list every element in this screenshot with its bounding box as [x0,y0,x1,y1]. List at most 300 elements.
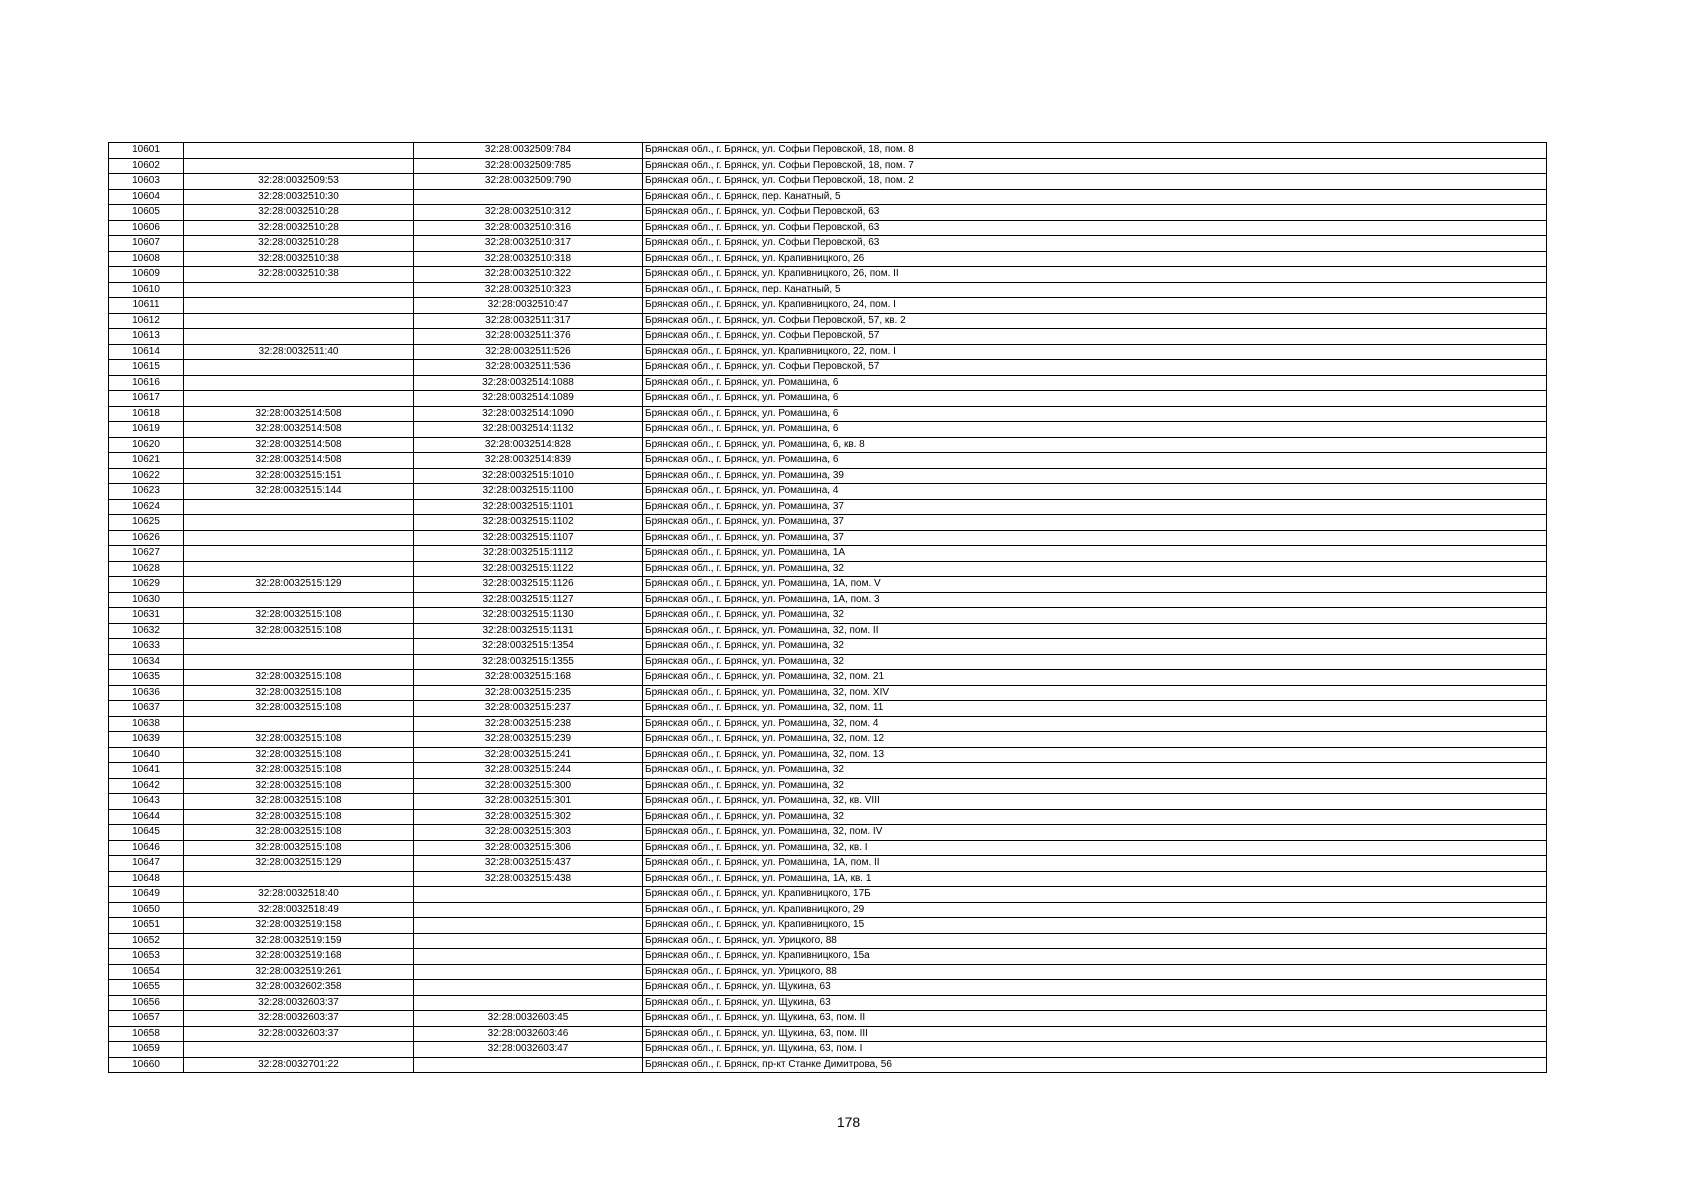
row-number-cell: 10617 [109,391,184,407]
object-cadastral-number-cell: 32:28:0032515:1127 [414,592,643,608]
address-cell: Брянская обл., г. Брянск, ул. Ромашина, 1А [643,546,1547,562]
address-cell: Брянская обл., г. Брянск, ул. Щукина, 63, пом. II [643,1011,1547,1027]
land-cadastral-number-cell [184,499,414,515]
object-cadastral-number-cell: 32:28:0032514:839 [414,453,643,469]
address-cell: Брянская обл., г. Брянск, ул. Ромашина, 4 [643,484,1547,500]
table-row [109,639,1547,655]
row-number-cell: 10610 [109,282,184,298]
land-cadastral-number-cell [184,871,414,887]
row-number-cell: 10620 [109,437,184,453]
address-cell: Брянская обл., г. Брянск, ул. Крапивницкого, 26 [643,251,1547,267]
land-cadastral-number-cell: 32:28:0032519:168 [184,949,414,965]
row-number-cell: 10622 [109,468,184,484]
object-cadastral-number-cell: 32:28:0032515:1131 [414,623,643,639]
table-row [109,809,1547,825]
table-row [109,205,1547,221]
table-row [109,143,1547,159]
land-cadastral-number-cell [184,654,414,670]
object-cadastral-number-cell: 32:28:0032515:303 [414,825,643,841]
table-row [109,344,1547,360]
table-row [109,1057,1547,1073]
object-cadastral-number-cell [414,949,643,965]
table-row [109,406,1547,422]
address-cell: Брянская обл., г. Брянск, ул. Ромашина, 39 [643,468,1547,484]
land-cadastral-number-cell [184,313,414,329]
table-row [109,189,1547,205]
table-row [109,174,1547,190]
address-cell: Брянская обл., г. Брянск, ул. Ромашина, 32, кв. VIII [643,794,1547,810]
row-number-cell: 10648 [109,871,184,887]
registry-table-body [109,143,1547,1073]
row-number-cell: 10647 [109,856,184,872]
address-cell: Брянская обл., г. Брянск, ул. Ромашина, 32 [643,654,1547,670]
row-number-cell: 10639 [109,732,184,748]
row-number-cell: 10624 [109,499,184,515]
table-row [109,887,1547,903]
row-number-cell: 10653 [109,949,184,965]
land-cadastral-number-cell: 32:28:0032510:28 [184,205,414,221]
table-row [109,685,1547,701]
land-cadastral-number-cell [184,375,414,391]
row-number-cell: 10632 [109,623,184,639]
object-cadastral-number-cell: 32:28:0032510:323 [414,282,643,298]
table-row [109,1026,1547,1042]
object-cadastral-number-cell: 32:28:0032515:300 [414,778,643,794]
address-cell: Брянская обл., г. Брянск, ул. Ромашина, 6 [643,375,1547,391]
table-row [109,158,1547,174]
object-cadastral-number-cell: 32:28:0032514:1132 [414,422,643,438]
land-cadastral-number-cell: 32:28:0032515:129 [184,856,414,872]
table-row [109,530,1547,546]
row-number-cell: 10640 [109,747,184,763]
address-cell: Брянская обл., г. Брянск, ул. Ромашина, 32, пом. 12 [643,732,1547,748]
row-number-cell: 10638 [109,716,184,732]
land-cadastral-number-cell [184,1042,414,1058]
object-cadastral-number-cell [414,964,643,980]
object-cadastral-number-cell [414,189,643,205]
table-row [109,933,1547,949]
row-number-cell: 10612 [109,313,184,329]
address-cell: Брянская обл., г. Брянск, ул. Софьи Перовской, 63 [643,220,1547,236]
object-cadastral-number-cell: 32:28:0032515:238 [414,716,643,732]
land-cadastral-number-cell: 32:28:0032515:108 [184,685,414,701]
object-cadastral-number-cell: 32:28:0032515:437 [414,856,643,872]
land-cadastral-number-cell: 32:28:0032515:129 [184,577,414,593]
object-cadastral-number-cell [414,887,643,903]
object-cadastral-number-cell [414,1057,643,1073]
land-cadastral-number-cell: 32:28:0032602:358 [184,980,414,996]
object-cadastral-number-cell: 32:28:0032515:235 [414,685,643,701]
table-row [109,391,1547,407]
address-cell: Брянская обл., г. Брянск, ул. Софьи Перовской, 57 [643,360,1547,376]
row-number-cell: 10651 [109,918,184,934]
row-number-cell: 10643 [109,794,184,810]
row-number-cell: 10601 [109,143,184,159]
land-cadastral-number-cell: 32:28:0032515:144 [184,484,414,500]
land-cadastral-number-cell: 32:28:0032515:108 [184,778,414,794]
table-row [109,716,1547,732]
object-cadastral-number-cell: 32:28:0032511:317 [414,313,643,329]
address-cell: Брянская обл., г. Брянск, ул. Ромашина, 32 [643,778,1547,794]
table-row [109,902,1547,918]
address-cell: Брянская обл., г. Брянск, ул. Ромашина, 6 [643,406,1547,422]
land-cadastral-number-cell [184,360,414,376]
object-cadastral-number-cell: 32:28:0032515:1107 [414,530,643,546]
address-cell: Брянская обл., г. Брянск, ул. Крапивницкого, 24, пом. I [643,298,1547,314]
address-cell: Брянская обл., г. Брянск, ул. Ромашина, 32, пом. 11 [643,701,1547,717]
address-cell: Брянская обл., г. Брянск, ул. Ромашина, 1А, пом. II [643,856,1547,872]
table-row [109,840,1547,856]
row-number-cell: 10616 [109,375,184,391]
row-number-cell: 10618 [109,406,184,422]
object-cadastral-number-cell: 32:28:0032515:1355 [414,654,643,670]
row-number-cell: 10611 [109,298,184,314]
land-cadastral-number-cell: 32:28:0032603:37 [184,1011,414,1027]
address-cell: Брянская обл., г. Брянск, ул. Ромашина, 6 [643,453,1547,469]
address-cell: Брянская обл., г. Брянск, ул. Ромашина, 32 [643,809,1547,825]
object-cadastral-number-cell: 32:28:0032514:828 [414,437,643,453]
table-row [109,825,1547,841]
table-row [109,980,1547,996]
land-cadastral-number-cell: 32:28:0032514:508 [184,406,414,422]
object-cadastral-number-cell [414,995,643,1011]
object-cadastral-number-cell: 32:28:0032509:784 [414,143,643,159]
row-number-cell: 10604 [109,189,184,205]
land-cadastral-number-cell [184,561,414,577]
object-cadastral-number-cell: 32:28:0032510:322 [414,267,643,283]
land-cadastral-number-cell: 32:28:0032510:38 [184,251,414,267]
land-cadastral-number-cell: 32:28:0032515:108 [184,747,414,763]
row-number-cell: 10628 [109,561,184,577]
table-row [109,654,1547,670]
address-cell: Брянская обл., г. Брянск, ул. Ромашина, 1А, пом. 3 [643,592,1547,608]
table-row [109,964,1547,980]
land-cadastral-number-cell: 32:28:0032515:108 [184,608,414,624]
table-row [109,375,1547,391]
table-row [109,577,1547,593]
address-cell: Брянская обл., г. Брянск, ул. Ромашина, 32, пом. II [643,623,1547,639]
address-cell: Брянская обл., г. Брянск, ул. Щукина, 63 [643,995,1547,1011]
table-row [109,918,1547,934]
address-cell: Брянская обл., г. Брянск, ул. Крапивницкого, 17Б [643,887,1547,903]
row-number-cell: 10631 [109,608,184,624]
table-row [109,437,1547,453]
table-row [109,732,1547,748]
land-cadastral-number-cell: 32:28:0032515:108 [184,701,414,717]
object-cadastral-number-cell: 32:28:0032515:302 [414,809,643,825]
row-number-cell: 10655 [109,980,184,996]
address-cell: Брянская обл., г. Брянск, ул. Ромашина, 32, пом. 21 [643,670,1547,686]
address-cell: Брянская обл., г. Брянск, ул. Щукина, 63, пом. I [643,1042,1547,1058]
address-cell: Брянская обл., г. Брянск, ул. Софьи Перовской, 18, пом. 8 [643,143,1547,159]
land-cadastral-number-cell: 32:28:0032515:108 [184,794,414,810]
row-number-cell: 10649 [109,887,184,903]
address-cell: Брянская обл., г. Брянск, ул. Крапивницкого, 22, пом. I [643,344,1547,360]
row-number-cell: 10629 [109,577,184,593]
address-cell: Брянская обл., г. Брянск, ул. Щукина, 63, пом. III [643,1026,1547,1042]
object-cadastral-number-cell: 32:28:0032511:536 [414,360,643,376]
land-cadastral-number-cell: 32:28:0032510:28 [184,236,414,252]
object-cadastral-number-cell: 32:28:0032515:1100 [414,484,643,500]
table-row [109,871,1547,887]
table-row [109,546,1547,562]
table-row [109,1042,1547,1058]
row-number-cell: 10608 [109,251,184,267]
address-cell: Брянская обл., г. Брянск, ул. Щукина, 63 [643,980,1547,996]
land-cadastral-number-cell [184,391,414,407]
row-number-cell: 10636 [109,685,184,701]
row-number-cell: 10626 [109,530,184,546]
object-cadastral-number-cell: 32:28:0032515:168 [414,670,643,686]
object-cadastral-number-cell: 32:28:0032515:1126 [414,577,643,593]
row-number-cell: 10619 [109,422,184,438]
address-cell: Брянская обл., г. Брянск, ул. Урицкого, 88 [643,964,1547,980]
row-number-cell: 10646 [109,840,184,856]
object-cadastral-number-cell: 32:28:0032603:46 [414,1026,643,1042]
land-cadastral-number-cell [184,282,414,298]
land-cadastral-number-cell: 32:28:0032514:508 [184,422,414,438]
object-cadastral-number-cell: 32:28:0032515:306 [414,840,643,856]
land-cadastral-number-cell: 32:28:0032701:22 [184,1057,414,1073]
object-cadastral-number-cell: 32:28:0032510:316 [414,220,643,236]
land-cadastral-number-cell: 32:28:0032519:158 [184,918,414,934]
table-row [109,220,1547,236]
object-cadastral-number-cell: 32:28:0032511:376 [414,329,643,345]
object-cadastral-number-cell [414,980,643,996]
object-cadastral-number-cell: 32:28:0032514:1090 [414,406,643,422]
row-number-cell: 10656 [109,995,184,1011]
land-cadastral-number-cell: 32:28:0032514:508 [184,453,414,469]
land-cadastral-number-cell: 32:28:0032515:108 [184,825,414,841]
land-cadastral-number-cell: 32:28:0032514:508 [184,437,414,453]
table-row [109,251,1547,267]
land-cadastral-number-cell [184,329,414,345]
address-cell: Брянская обл., г. Брянск, ул. Ромашина, 6 [643,391,1547,407]
table-row [109,515,1547,531]
object-cadastral-number-cell: 32:28:0032515:1102 [414,515,643,531]
object-cadastral-number-cell: 32:28:0032514:1088 [414,375,643,391]
address-cell: Брянская обл., г. Брянск, ул. Софьи Перовской, 18, пом. 7 [643,158,1547,174]
page-number: 178 [836,1114,861,1130]
address-cell: Брянская обл., г. Брянск, ул. Софьи Перовской, 63 [643,205,1547,221]
object-cadastral-number-cell: 32:28:0032509:790 [414,174,643,190]
address-cell: Брянская обл., г. Брянск, ул. Софьи Перовской, 57, кв. 2 [643,313,1547,329]
object-cadastral-number-cell: 32:28:0032515:241 [414,747,643,763]
address-cell: Брянская обл., г. Брянск, ул. Софьи Перовской, 63 [643,236,1547,252]
object-cadastral-number-cell: 32:28:0032510:312 [414,205,643,221]
address-cell: Брянская обл., г. Брянск, ул. Ромашина, 32 [643,608,1547,624]
address-cell: Брянская обл., г. Брянск, ул. Ромашина, 37 [643,499,1547,515]
address-cell: Брянская обл., г. Брянск, ул. Ромашина, 32, пом. IV [643,825,1547,841]
table-row [109,298,1547,314]
row-number-cell: 10650 [109,902,184,918]
object-cadastral-number-cell [414,918,643,934]
address-cell: Брянская обл., г. Брянск, ул. Ромашина, 6 [643,422,1547,438]
row-number-cell: 10642 [109,778,184,794]
table-row [109,670,1547,686]
address-cell: Брянская обл., г. Брянск, ул. Ромашина, 32 [643,639,1547,655]
table-row [109,701,1547,717]
address-cell: Брянская обл., г. Брянск, ул. Софьи Перовской, 57 [643,329,1547,345]
object-cadastral-number-cell: 32:28:0032515:1112 [414,546,643,562]
table-row [109,484,1547,500]
row-number-cell: 10658 [109,1026,184,1042]
land-cadastral-number-cell: 32:28:0032515:108 [184,840,414,856]
row-number-cell: 10652 [109,933,184,949]
address-cell: Брянская обл., г. Брянск, ул. Ромашина, 32, пом. XIV [643,685,1547,701]
address-cell: Брянская обл., г. Брянск, ул. Софьи Перовской, 18, пом. 2 [643,174,1547,190]
address-cell: Брянская обл., г. Брянск, ул. Ромашина, 1А, кв. 1 [643,871,1547,887]
object-cadastral-number-cell [414,933,643,949]
land-cadastral-number-cell: 32:28:0032518:40 [184,887,414,903]
address-cell: Брянская обл., г. Брянск, ул. Крапивницкого, 26, пом. II [643,267,1547,283]
table-row [109,747,1547,763]
registry-table [108,142,1547,1073]
table-row [109,267,1547,283]
table-row [109,422,1547,438]
row-number-cell: 10606 [109,220,184,236]
object-cadastral-number-cell: 32:28:0032515:301 [414,794,643,810]
row-number-cell: 10633 [109,639,184,655]
address-cell: Брянская обл., г. Брянск, пер. Канатный, 5 [643,189,1547,205]
object-cadastral-number-cell: 32:28:0032603:47 [414,1042,643,1058]
table-row [109,623,1547,639]
row-number-cell: 10644 [109,809,184,825]
address-cell: Брянская обл., г. Брянск, ул. Ромашина, 32, кв. I [643,840,1547,856]
land-cadastral-number-cell: 32:28:0032519:261 [184,964,414,980]
land-cadastral-number-cell: 32:28:0032515:108 [184,763,414,779]
row-number-cell: 10627 [109,546,184,562]
object-cadastral-number-cell: 32:28:0032515:1101 [414,499,643,515]
row-number-cell: 10614 [109,344,184,360]
object-cadastral-number-cell: 32:28:0032510:318 [414,251,643,267]
table-row [109,763,1547,779]
address-cell: Брянская обл., г. Брянск, ул. Ромашина, 32 [643,763,1547,779]
row-number-cell: 10609 [109,267,184,283]
row-number-cell: 10602 [109,158,184,174]
row-number-cell: 10635 [109,670,184,686]
address-cell: Брянская обл., г. Брянск, ул. Урицкого, 88 [643,933,1547,949]
address-cell: Брянская обл., г. Брянск, ул. Крапивницкого, 15 [643,918,1547,934]
address-cell: Брянская обл., г. Брянск, ул. Ромашина, 6, кв. 8 [643,437,1547,453]
object-cadastral-number-cell [414,902,643,918]
table-row [109,499,1547,515]
table-row [109,592,1547,608]
table-row [109,995,1547,1011]
table-row [109,329,1547,345]
land-cadastral-number-cell: 32:28:0032603:37 [184,1026,414,1042]
row-number-cell: 10659 [109,1042,184,1058]
object-cadastral-number-cell: 32:28:0032515:1130 [414,608,643,624]
land-cadastral-number-cell: 32:28:0032515:108 [184,670,414,686]
table-row [109,282,1547,298]
row-number-cell: 10613 [109,329,184,345]
table-row [109,236,1547,252]
object-cadastral-number-cell: 32:28:0032515:239 [414,732,643,748]
land-cadastral-number-cell: 32:28:0032515:108 [184,623,414,639]
table-row [109,949,1547,965]
row-number-cell: 10621 [109,453,184,469]
object-cadastral-number-cell: 32:28:0032515:1010 [414,468,643,484]
land-cadastral-number-cell: 32:28:0032510:38 [184,267,414,283]
land-cadastral-number-cell [184,592,414,608]
land-cadastral-number-cell: 32:28:0032510:28 [184,220,414,236]
land-cadastral-number-cell [184,143,414,159]
object-cadastral-number-cell: 32:28:0032510:317 [414,236,643,252]
land-cadastral-number-cell [184,158,414,174]
object-cadastral-number-cell: 32:28:0032515:244 [414,763,643,779]
row-number-cell: 10607 [109,236,184,252]
table-row [109,794,1547,810]
land-cadastral-number-cell: 32:28:0032515:151 [184,468,414,484]
row-number-cell: 10605 [109,205,184,221]
row-number-cell: 10654 [109,964,184,980]
land-cadastral-number-cell: 32:28:0032509:53 [184,174,414,190]
address-cell: Брянская обл., г. Брянск, ул. Ромашина, 32, пом. 13 [643,747,1547,763]
row-number-cell: 10603 [109,174,184,190]
object-cadastral-number-cell: 32:28:0032603:45 [414,1011,643,1027]
land-cadastral-number-cell: 32:28:0032519:159 [184,933,414,949]
object-cadastral-number-cell: 32:28:0032510:47 [414,298,643,314]
object-cadastral-number-cell: 32:28:0032515:1122 [414,561,643,577]
land-cadastral-number-cell: 32:28:0032515:108 [184,732,414,748]
address-cell: Брянская обл., г. Брянск, ул. Ромашина, 32 [643,561,1547,577]
table-row [109,1011,1547,1027]
table-row [109,313,1547,329]
table-row [109,453,1547,469]
address-cell: Брянская обл., г. Брянск, ул. Ромашина, 32, пом. 4 [643,716,1547,732]
row-number-cell: 10641 [109,763,184,779]
object-cadastral-number-cell: 32:28:0032509:785 [414,158,643,174]
land-cadastral-number-cell [184,716,414,732]
address-cell: Брянская обл., г. Брянск, пр-кт Станке Димитрова, 56 [643,1057,1547,1073]
address-cell: Брянская обл., г. Брянск, пер. Канатный, 5 [643,282,1547,298]
land-cadastral-number-cell: 32:28:0032511:40 [184,344,414,360]
row-number-cell: 10657 [109,1011,184,1027]
table-row [109,360,1547,376]
object-cadastral-number-cell: 32:28:0032511:526 [414,344,643,360]
address-cell: Брянская обл., г. Брянск, ул. Ромашина, 37 [643,515,1547,531]
object-cadastral-number-cell: 32:28:0032515:438 [414,871,643,887]
row-number-cell: 10625 [109,515,184,531]
row-number-cell: 10634 [109,654,184,670]
land-cadastral-number-cell: 32:28:0032515:108 [184,809,414,825]
object-cadastral-number-cell: 32:28:0032515:237 [414,701,643,717]
land-cadastral-number-cell [184,298,414,314]
table-row [109,608,1547,624]
object-cadastral-number-cell: 32:28:0032514:1089 [414,391,643,407]
land-cadastral-number-cell [184,639,414,655]
table-row [109,778,1547,794]
land-cadastral-number-cell: 32:28:0032518:49 [184,902,414,918]
row-number-cell: 10615 [109,360,184,376]
land-cadastral-number-cell: 32:28:0032603:37 [184,995,414,1011]
row-number-cell: 10660 [109,1057,184,1073]
address-cell: Брянская обл., г. Брянск, ул. Ромашина, 1А, пом. V [643,577,1547,593]
row-number-cell: 10637 [109,701,184,717]
land-cadastral-number-cell [184,546,414,562]
row-number-cell: 10630 [109,592,184,608]
address-cell: Брянская обл., г. Брянск, ул. Крапивницкого, 15а [643,949,1547,965]
address-cell: Брянская обл., г. Брянск, ул. Ромашина, 37 [643,530,1547,546]
land-cadastral-number-cell [184,515,414,531]
address-cell: Брянская обл., г. Брянск, ул. Крапивницкого, 29 [643,902,1547,918]
table-row [109,561,1547,577]
table-row [109,856,1547,872]
land-cadastral-number-cell [184,530,414,546]
row-number-cell: 10623 [109,484,184,500]
table-row [109,468,1547,484]
